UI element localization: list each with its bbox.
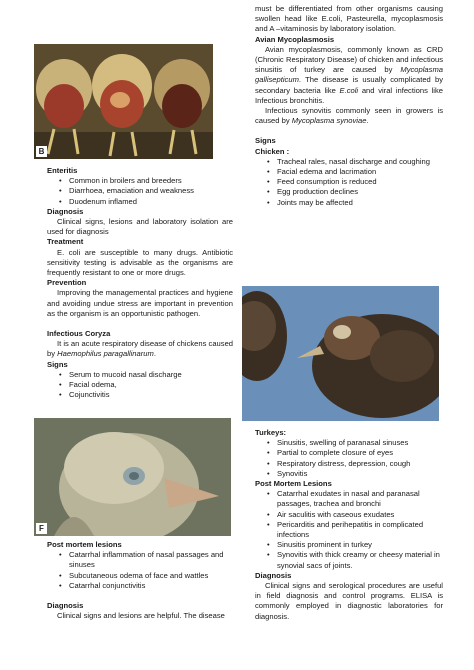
signs-list xyxy=(47,370,233,401)
diagnosis2-heading: Diagnosis xyxy=(47,601,84,611)
turkeys-heading: Turkeys: xyxy=(255,428,287,437)
coryza-text-post: . xyxy=(153,349,156,359)
coryza-text-pre: It is an acute respiratory disease of chickens caused by xyxy=(47,339,234,359)
synovitis-text xyxy=(255,106,443,126)
list-item: • Catarrhal inflammation of nasal passages and sinuses xyxy=(47,550,233,570)
list-item: • Egg production declines xyxy=(255,187,443,197)
figure-label: F xyxy=(36,523,47,534)
treatment-heading: Treatment xyxy=(47,237,84,247)
diagnosis-text: Clinical signs, lesions and laboratory isolation are used for diagnosis xyxy=(47,217,233,237)
list-item: • Subcutaneous odema of face and wattles xyxy=(47,571,233,581)
list-item: • Pericarditis and perihepatitis in complicated infections xyxy=(255,520,443,540)
synovitis-text-post: . xyxy=(366,116,369,126)
avian-text-mid: . The disease is usually complicated by secondary bacteria like xyxy=(255,75,443,95)
list-item: • Diarrhoea, emaciation and weakness xyxy=(47,186,233,196)
diagnosis-heading: Diagnosis xyxy=(47,206,84,216)
list-item: • Joints may be affected xyxy=(255,198,443,208)
coryza-heading: Infectious Coryza xyxy=(47,329,111,339)
list-item: • Synovitis with thick creamy or cheesy material in synovial sacs of joints. xyxy=(255,550,443,570)
figure-swollen-head xyxy=(34,418,231,536)
list-item: • Partial to complete closure of eyes xyxy=(255,448,443,458)
diagnosis2-text: Clinical signs and lesions are helpful. The disease xyxy=(57,611,225,621)
left-column xyxy=(47,166,233,400)
diagnosis-heading-right: Diagnosis xyxy=(255,570,292,580)
diagnosis-text-right: Clinical signs and serological procedures are useful in field diagnosis and control programs. ELISA is commonly employed in diagnostic laboratories for diagnosis. xyxy=(255,581,443,621)
right-column xyxy=(255,4,443,208)
list-item: • Duodenum inflamed xyxy=(47,197,233,207)
chicken-list xyxy=(255,157,443,208)
enteritis-heading: Enteritis xyxy=(47,166,78,175)
avian-text-pre: Avian mycoplasmosis, commonly known as CRD (Chronic Respiratory Disease) of chicken and infectious sinusitis of turkey are caused by xyxy=(255,44,443,75)
pm-list xyxy=(47,550,233,591)
figure-label: B xyxy=(36,146,47,157)
avian-ecoli: E.coli xyxy=(339,85,359,95)
turkeys-list xyxy=(255,438,443,479)
synovitis-text-pre: Infectious synovitis commonly seen in growers is caused by xyxy=(255,106,443,126)
list-item: • Facial edema and lacrimation xyxy=(255,167,443,177)
continued-text: must be differentiated from other organisms causing swollen head like E.coli, Pasteurella, mycoplasmosis and A –vitaminosis by laboratory isolation. xyxy=(255,4,443,34)
swollen-head-illustration xyxy=(34,418,231,536)
prevention-text: Improving the managemental practices and hygiene and avoiding undue stress are important in prevention as the organism is an opportunistic pathogen. xyxy=(47,288,233,318)
coryza-text xyxy=(47,339,233,359)
list-item: • Sinusitis prominent in turkey xyxy=(255,540,443,550)
chicken-heading: Chicken : xyxy=(255,146,290,156)
sick-chickens-illustration xyxy=(242,286,439,421)
synovitis-organism: Mycoplasma synoviae xyxy=(291,116,367,126)
list-item: • Facial odema, xyxy=(47,380,233,390)
pm-heading: Post mortem lesions xyxy=(47,540,122,549)
figure-chick-lesions xyxy=(34,44,213,159)
list-item: • Serum to mucoid nasal discharge xyxy=(47,370,233,380)
list-item: • Catarrhal exudates in nasal and paranasal passages, trachea and bronchi xyxy=(255,489,443,509)
pm-heading-right: Post Mortem Lesions xyxy=(255,479,332,489)
list-item: • Sinusitis, swelling of paranasal sinuses xyxy=(255,438,443,448)
chick-lesions-illustration xyxy=(34,44,213,159)
coryza-organism: Haemophilus paragallinarum xyxy=(57,349,154,359)
avian-text-post: and viral infections like Infectious bronchitis. xyxy=(255,85,443,105)
list-item: • Tracheal rales, nasal discharge and coughing xyxy=(255,157,443,167)
avian-text xyxy=(255,45,443,106)
signs-heading: Signs xyxy=(47,359,68,369)
list-item: • Synovitis xyxy=(255,469,443,479)
avian-organism: Mycoplasma gallisepticum xyxy=(255,65,443,85)
prevention-heading: Prevention xyxy=(47,278,87,288)
treatment-text: E. coli are susceptible to many drugs. Antibiotic sensitivity testing is advisable as the organisms are frequently resistant to one or more drugs. xyxy=(47,247,233,278)
enteritis-list xyxy=(47,176,233,207)
list-item: • Cojunctivitis xyxy=(47,390,233,400)
list-item: • Catarrhal conjunctivitis xyxy=(47,581,233,591)
signs-heading: Signs xyxy=(255,136,276,146)
right-column-lower xyxy=(255,428,443,622)
left-column-lower xyxy=(47,540,233,621)
avian-heading: Avian Mycoplasmosis xyxy=(255,34,335,44)
pm-list-right xyxy=(255,489,443,571)
list-item: • Feed consumption is reduced xyxy=(255,177,443,187)
list-item: • Respiratory distress, depression, cough xyxy=(255,459,443,469)
figure-sick-chickens xyxy=(242,286,439,421)
list-item: • Common in broilers and breeders xyxy=(47,176,233,186)
list-item: • Air saculitis with caseous exudates xyxy=(255,510,443,520)
